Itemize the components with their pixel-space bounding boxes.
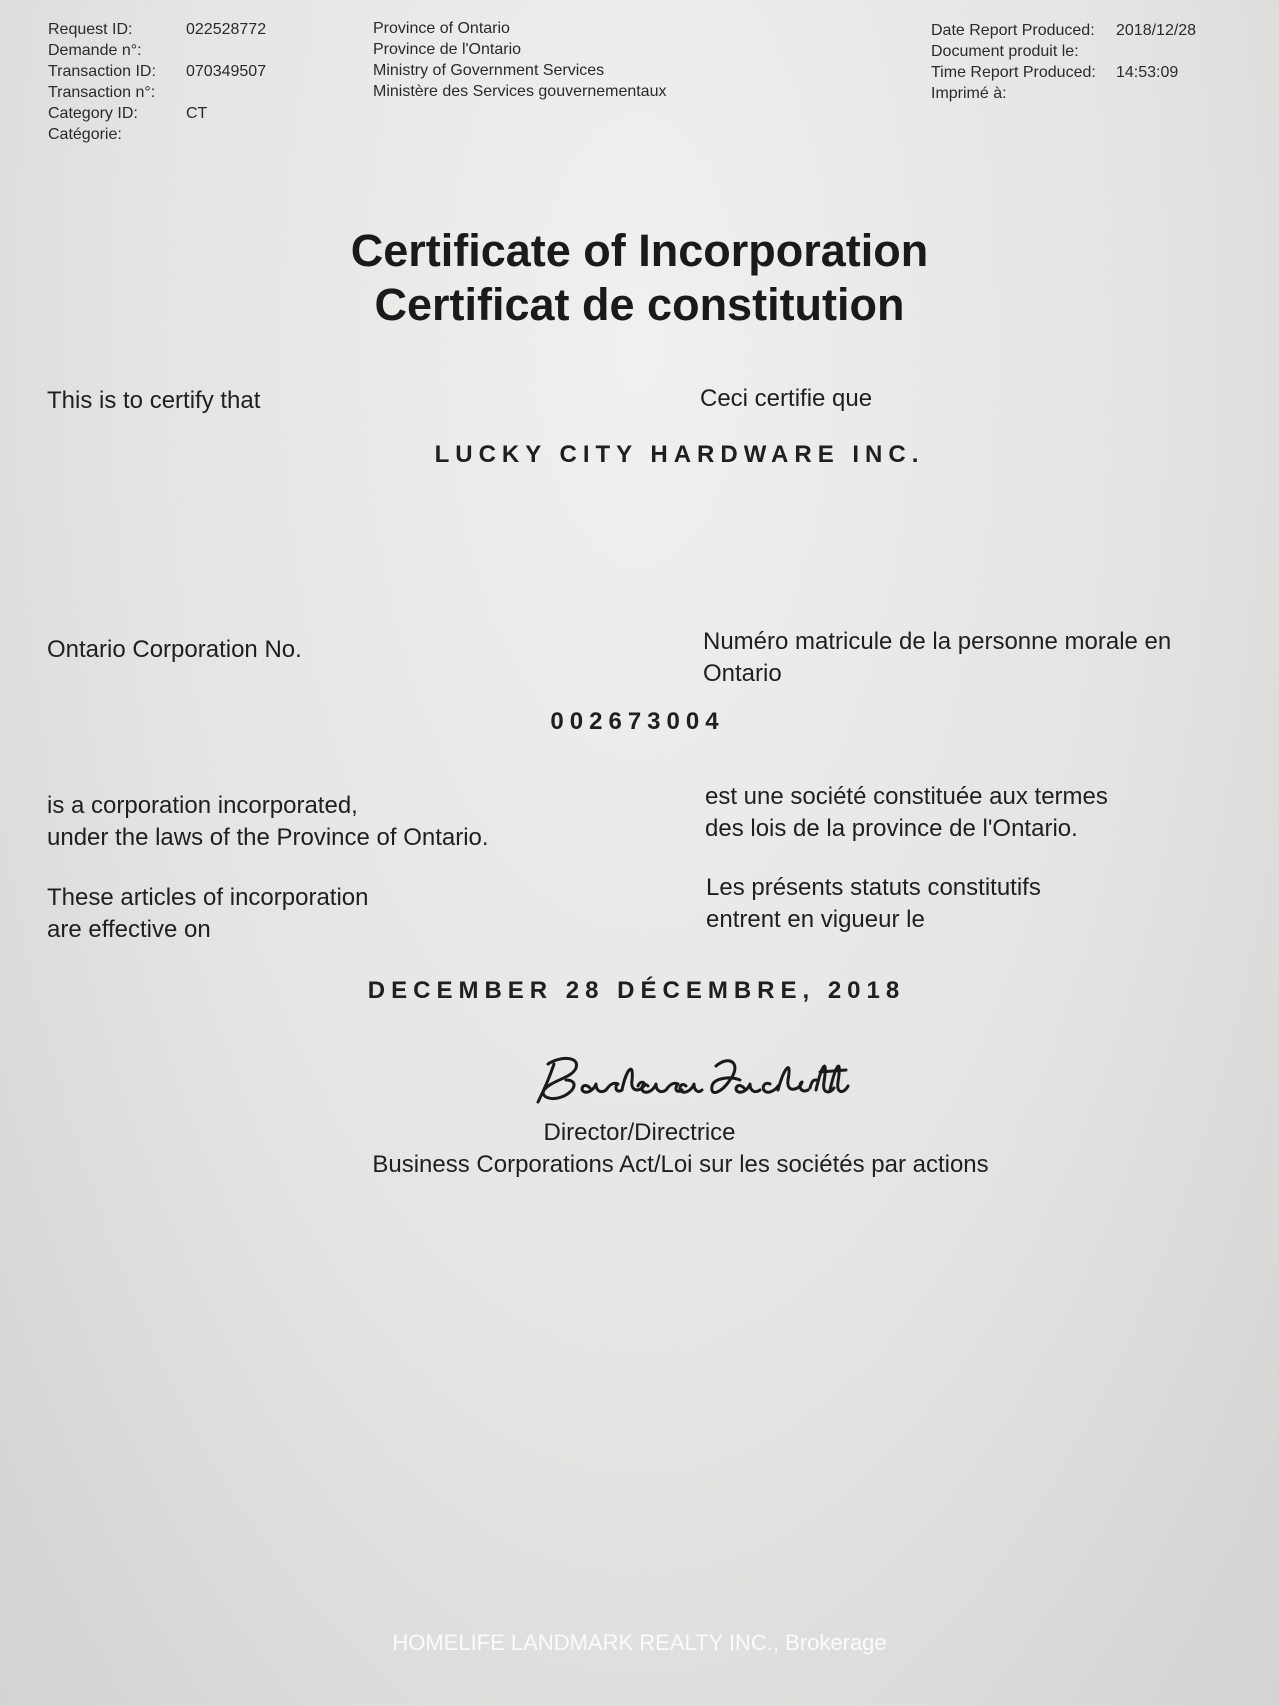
request-id-value: 022528772 [186, 21, 267, 38]
incorporated-french-line2: des lois de la province de l'Ontario. [705, 815, 1078, 842]
corp-no-label-english: Ontario Corporation No. [47, 636, 302, 663]
corp-no-label-french [703, 626, 1171, 690]
corporation-number: 002673004 [550, 708, 725, 735]
ministry-line: Ministry of Government Services [373, 62, 605, 79]
header-row-request-id [48, 19, 348, 40]
transaction-id-value: 070349507 [186, 63, 267, 80]
ministry-line: Ministère des Services gouvernementaux [373, 83, 667, 100]
header-ministry-block [373, 18, 773, 102]
date-produced-label: Date Report Produced: [931, 22, 1095, 39]
governing-act: Business Corporations Act/Loi sur les sociétés par actions [372, 1151, 989, 1178]
header-right-block [931, 20, 1251, 104]
incorporated-english-line2: under the laws of the Province of Ontario. [47, 824, 489, 851]
transaction-n-label: Transaction n°: [48, 84, 156, 101]
categorie-label: Catégorie: [48, 126, 122, 143]
incorporated-english [47, 790, 489, 854]
imprime-label: Imprimé à: [931, 85, 1007, 102]
effective-english-line1: These articles of incorporation [47, 884, 369, 911]
signatory-title: Director/Directrice [543, 1119, 736, 1146]
date-produced-value: 2018/12/28 [1116, 22, 1197, 39]
effective-english [47, 882, 369, 946]
header-left-block [48, 19, 348, 145]
title-french: Certificat de constitution [374, 279, 905, 330]
header-row-demande [48, 40, 348, 61]
incorporated-english-line1: is a corporation incorporated, [47, 792, 358, 819]
corp-no-label-french-line1: Numéro matricule de la personne morale en [703, 628, 1172, 655]
effective-english-line2: are effective on [47, 916, 211, 943]
header-row-document-produit [931, 41, 1251, 62]
effective-date: DECEMBER 28 DÉCEMBRE, 2018 [367, 977, 906, 1004]
time-produced-label: Time Report Produced: [931, 64, 1096, 81]
incorporated-french [705, 781, 1108, 845]
document-produit-label: Document produit le: [931, 43, 1079, 60]
header-row-transaction-n [48, 82, 348, 103]
effective-french-line1: Les présents statuts constitutifs [706, 874, 1041, 901]
effective-french [706, 872, 1041, 936]
category-id-label: Category ID: [48, 105, 138, 122]
time-produced-value: 14:53:09 [1116, 64, 1179, 81]
effective-french-line2: entrent en vigueur le [706, 906, 925, 933]
corp-no-label-french-line2: Ontario [703, 660, 782, 687]
header-row-categorie [48, 124, 348, 145]
signature-image [530, 1050, 850, 1108]
transaction-id-label: Transaction ID: [48, 63, 156, 80]
header-row-imprime [931, 83, 1251, 104]
category-id-value: CT [186, 105, 208, 122]
ministry-line: Province de l'Ontario [373, 41, 522, 58]
request-id-label: Request ID: [48, 21, 133, 38]
handwritten-signature [530, 1050, 850, 1108]
certify-french: Ceci certifie que [700, 385, 873, 412]
company-name: LUCKY CITY HARDWARE INC. [434, 441, 925, 468]
certificate-title [0, 224, 1279, 332]
incorporated-french-line1: est une société constituée aux termes [705, 783, 1108, 810]
brokerage-watermark: HOMELIFE LANDMARK REALTY INC., Brokerage [392, 1630, 887, 1655]
header-row-time-produced [931, 62, 1251, 83]
header-row-category-id [48, 103, 348, 124]
title-english: Certificate of Incorporation [350, 225, 929, 276]
certify-english: This is to certify that [47, 387, 261, 414]
header-row-transaction-id [48, 61, 348, 82]
ministry-line: Province of Ontario [373, 20, 510, 37]
header-row-date-produced [931, 20, 1251, 41]
demande-label: Demande n°: [48, 42, 142, 59]
